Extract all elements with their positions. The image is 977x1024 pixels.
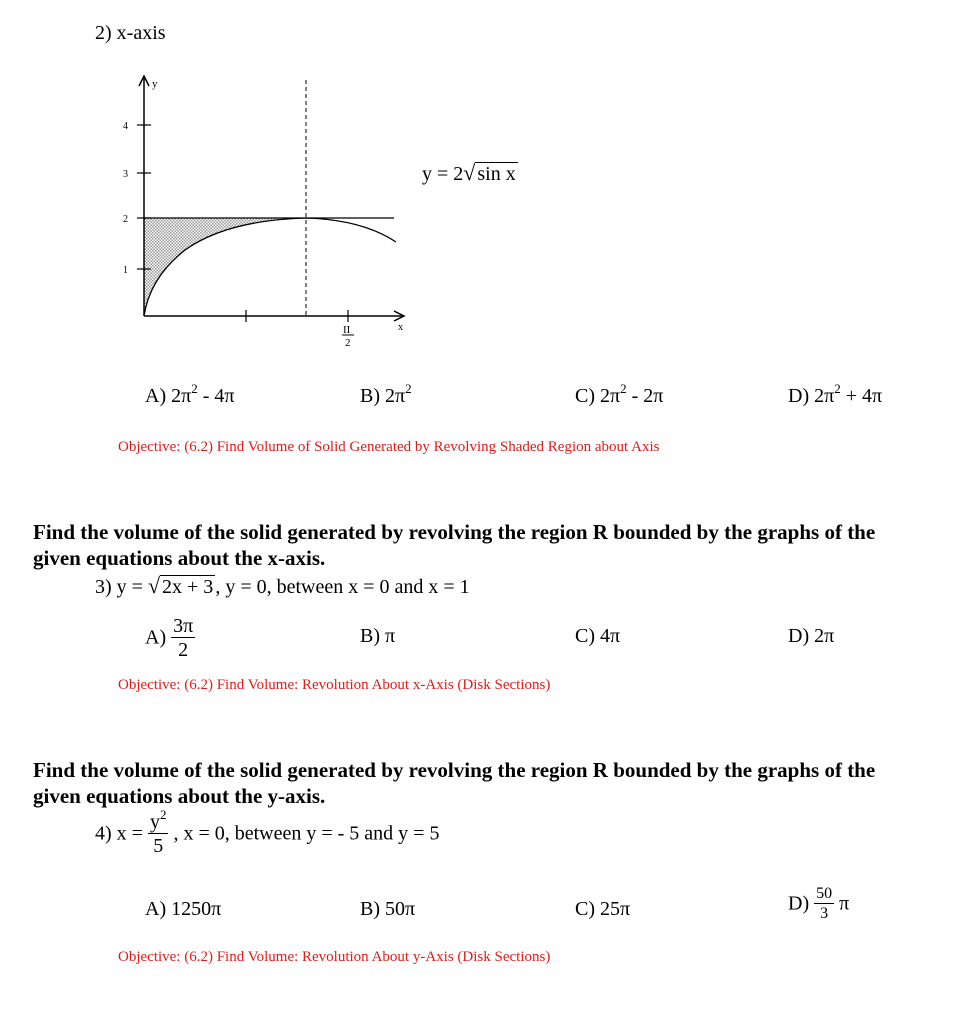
problem-4-choice-c[interactable]: C) 25π bbox=[575, 898, 631, 920]
problem-2-choice-d[interactable]: D) $2\pi^2 + 4\pi$ bbox=[788, 381, 883, 407]
sqrt-icon: √ bbox=[147, 573, 161, 598]
section-y-heading-line-2: given equations about the y-axis. bbox=[33, 784, 326, 808]
shaded-region bbox=[144, 218, 306, 316]
problem-3-objective: Objective: (6.2) Find Volume: Revolution About x-Axis (Disk Sections) bbox=[118, 677, 551, 693]
problem-2-label: 2) x-axis bbox=[95, 22, 166, 44]
equation-prefix: y = 2 bbox=[422, 163, 464, 185]
section-x-heading-line-1: Find the volume of the solid generated by revolving the region R bounded by the graphs of the bbox=[33, 520, 876, 544]
y-tick-label-2: 2 bbox=[123, 214, 128, 225]
x-tick-label-denominator: 2 bbox=[345, 337, 351, 349]
problem-3-choice-a[interactable]: A) $\frac{3\pi}{2}$ bbox=[145, 615, 194, 661]
problem-3-choice-b[interactable]: B) π bbox=[360, 625, 396, 647]
problem-2-objective: Objective: (6.2) Find Volume of Solid Generated by Revolving Shaded Region about Axis bbox=[118, 439, 660, 455]
y-tick-label-3: 3 bbox=[123, 169, 128, 180]
problem-4-equation: 4) x = $\frac{y^2}{5}$ , x = 0, between y = - 5 and y = 5 bbox=[95, 807, 440, 857]
problem-2-graph bbox=[110, 70, 430, 360]
y-tick-label-1: 1 bbox=[123, 265, 128, 276]
section-x-heading-line-2: given equations about the x-axis. bbox=[33, 546, 326, 570]
equation-radicand: sin x bbox=[477, 163, 516, 185]
problem-2-choice-a[interactable]: A) $2\pi^2 - 4\pi$ bbox=[145, 381, 235, 407]
problem-2-choice-c[interactable]: C) $2\pi^2 - 2\pi$ bbox=[575, 381, 664, 407]
section-y-heading-line-1: Find the volume of the solid generated by revolving the region R bounded by the graphs of the bbox=[33, 758, 876, 782]
problem-3-choice-d[interactable]: D) 2π bbox=[788, 625, 835, 647]
problem-4-choice-d[interactable]: D) $\frac{50}{3}$ π bbox=[788, 885, 850, 922]
problem-3-equation: 3) y = √ 2x + 3 , y = 0, between x = 0 and x = 1 bbox=[95, 573, 470, 598]
problem-2-choice-b[interactable]: B) $2\pi^2$ bbox=[360, 381, 412, 407]
equation-label bbox=[422, 160, 518, 186]
sqrt-icon: √ bbox=[463, 160, 476, 185]
y-axis-label: y bbox=[152, 78, 158, 90]
y-tick-label-4: 4 bbox=[123, 121, 128, 132]
x-axis-label: x bbox=[398, 322, 403, 333]
x-tick-label-numerator: II bbox=[343, 324, 351, 336]
problem-4-objective: Objective: (6.2) Find Volume: Revolution About y-Axis (Disk Sections) bbox=[118, 949, 551, 965]
problem-4-choice-b[interactable]: B) 50π bbox=[360, 898, 416, 920]
problem-3-choice-c[interactable]: C) 4π bbox=[575, 625, 621, 647]
problem-4-choice-a[interactable]: A) 1250π bbox=[145, 898, 222, 920]
